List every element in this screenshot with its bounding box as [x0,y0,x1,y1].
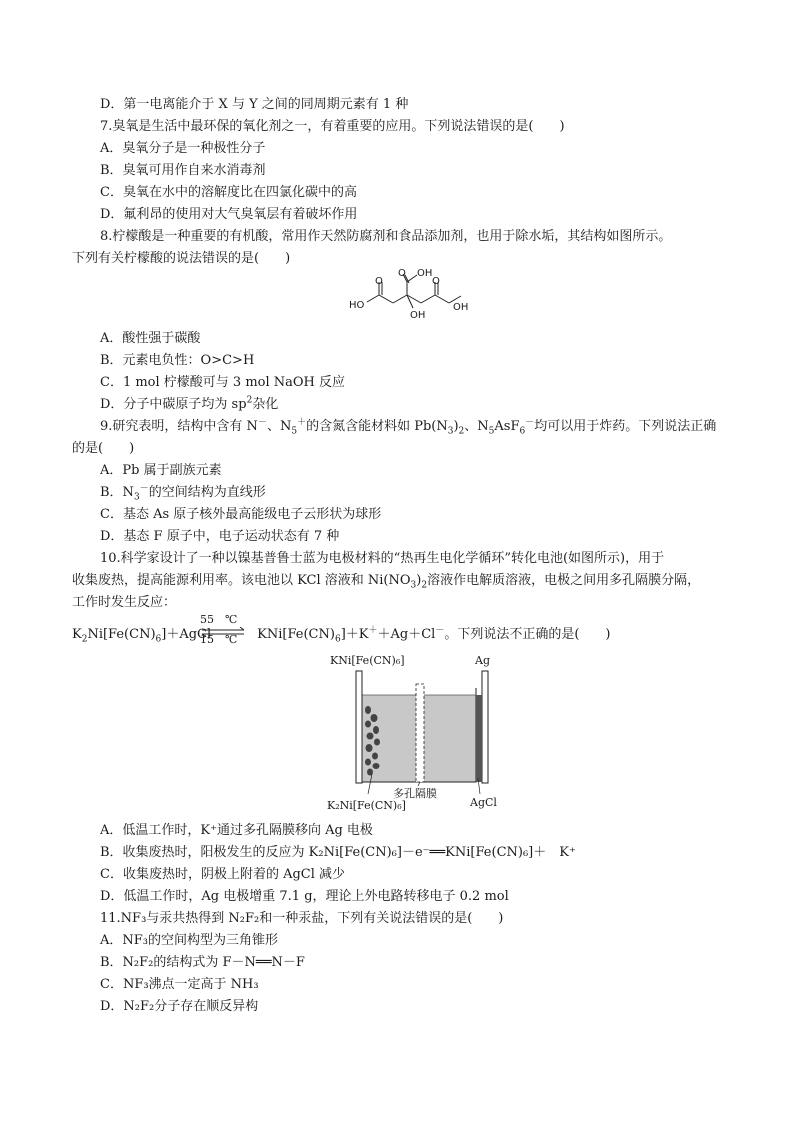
eq-condition-bottom: 15 ℃ [200,633,238,646]
q7-option-d: D．氟利昂的使用对大气臭氧层有着破坏作用 [100,207,358,222]
mol-oh-right: OH [453,302,469,313]
q8-option-b: B．元素电负性：O>C>H [100,353,255,368]
q7-option-a: A．臭氧分子是一种极性分子 [100,141,266,156]
q11-option-a: A．NF₃的空间构型为三角锥形 [100,933,278,948]
q9-stem-line1: 9.研究表明，结构中含有 N－、$N_5^+$的含氮含能材料如 $Pb(N_3)_2$、$N_5AsF_6^-$均可以用于炸药。下列说法正确 [100,417,717,437]
q11-option-d: D．N₂F₂分子存在顺反异构 [100,999,259,1014]
mol-oh-top: OH [417,268,433,279]
fig-label-top-right: Ag [475,654,490,667]
q8-stem-line2: 下列有关柠檬酸的说法错误的是( ) [72,251,291,266]
q8-option-d: D．分子中碳原子均为 $sp^2$杂化 [100,395,279,412]
q8-option-a: A．酸性强于碳酸 [100,331,201,346]
q11-option-b: B．N₂F₂的结构式为 F－N══N－F [100,955,305,970]
q10-stem-line3: 工作时发生反应： [72,595,177,610]
q10-stem-line1: 10.科学家设计了一种以镍基普鲁士蓝为电极材料的“热再生电化学循环”转化电池(如图所示)，用于 [100,551,665,566]
mol-o-top: O [398,268,406,279]
q10-option-b: B．收集废热时，阳极发生的反应为 K₂Ni[Fe(CN)₆]－e⁻══KNi[Fe(CN)₆]＋ K⁺ [100,845,576,860]
mol-ho-left: HO [349,300,365,311]
q10-option-c: C．收集废热时，阴极上附着的 AgCl 减少 [100,867,346,882]
q9-stem-line2: 的是( ) [72,441,135,456]
fig-label-top-left: KNi[Fe(CN)₆] [330,654,405,667]
q6-option-d: D．第一电离能介于 X 与 Y 之间的同周期元素有 1 种 [100,97,409,112]
q8-option-c: C．1 mol 柠檬酸可与 3 mol NaOH 反应 [100,375,346,390]
q10-equation: $K_2Ni[Fe(CN)_6]+AgCl$ $KNi[Fe(CN)_6]+K^++Ag+Cl^-$。下列说法不正确的是( ) [72,625,611,645]
mol-o-left: O [375,276,383,287]
q7-option-c: C．臭氧在水中的溶解度比在四氯化碳中的高 [100,185,357,200]
q7-stem: 7.臭氧是生活中最环保的氧化剂之一，有着重要的应用。下列说法错误的是( ) [100,119,565,134]
q10-option-a: A．低温工作时，K⁺通过多孔隔膜移向 Ag 电极 [100,823,373,838]
mol-oh-mid: OH [410,310,426,321]
q9-option-b: B．$N_3^-$的空间结构为直线形 [100,483,266,503]
reversible-arrow-icon [200,627,246,637]
fig-label-membrane: 多孔隔膜 [393,787,437,800]
q9-option-d: D．基态 F 原子中，电子运动状态有 7 种 [100,529,340,544]
q10-option-d: D．低温工作时，Ag 电极增重 7.1 g，理论上外电路转移电子 0.2 mol [100,889,509,904]
fig-label-bottom-right: AgCl [470,796,497,809]
q9-option-a: A．Pb 属于副族元素 [100,463,222,478]
q11-option-c: C．NF₃沸点一定高于 NH₃ [100,977,259,992]
fig-label-bottom-left: K₂Ni[Fe(CN)₆] [327,799,406,812]
q11-stem: 11.NF₃与汞共热得到 N₂F₂和一种汞盐，下列有关说法错误的是( ) [100,911,504,926]
q7-option-b: B．臭氧可用作自来水消毒剂 [100,163,266,178]
battery-diagram [330,666,510,802]
q10-stem-line2: 收集废热，提高能源利用率。该电池以 KCl 溶液和 $Ni(NO_3)_2$溶液作电解质溶液，电极之间用多孔隔膜分隔， [72,573,701,591]
mol-o-right: O [432,276,440,287]
q9-option-c: C．基态 As 原子核外最高能级电子云形状为球形 [100,507,382,522]
eq-condition-top: 55 ℃ [200,613,238,626]
q8-stem-line1: 8.柠檬酸是一种重要的有机酸，常用作天然防腐剂和食品添加剂，也用于除水垢，其结构如图所示。 [100,229,672,244]
